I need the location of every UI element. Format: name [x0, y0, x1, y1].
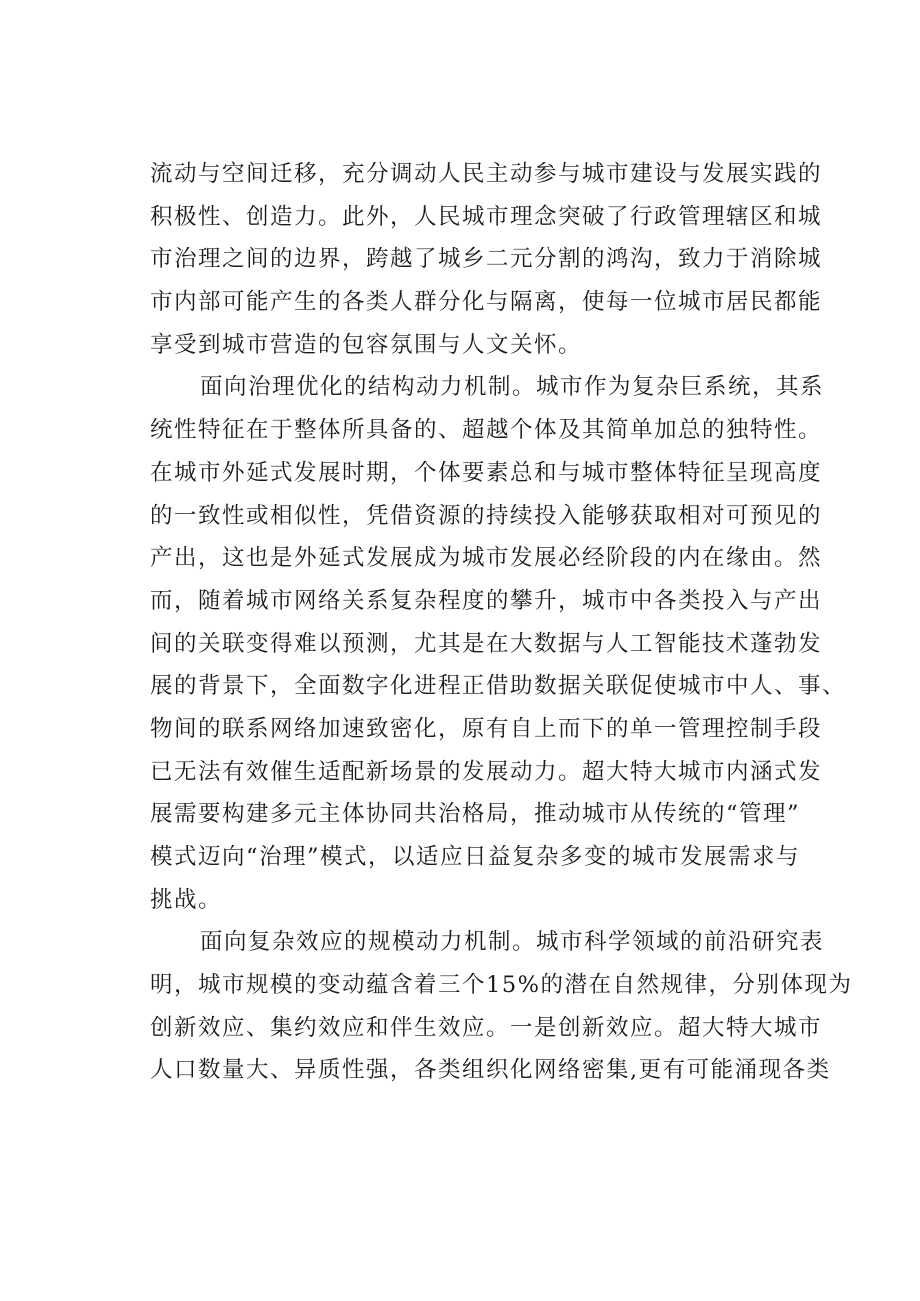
- text-line: 流动与空间迁移，充分调动人民主动参与城市建设与发展实践的: [150, 161, 823, 187]
- text-line: 展需要构建多元主体协同共治格局，推动城市从传统的“管理”: [150, 801, 801, 828]
- text-line: 挑战。: [150, 886, 223, 913]
- text-line: 的一致性或相似性，凭借资源的持续投入能够获取相对可预见的: [150, 502, 823, 529]
- text-line: 积极性、创造力。此外，人民城市理念突破了行政管理辖区和城: [150, 203, 823, 230]
- text-line: 模式迈向“治理”模式，以适应日益复杂多变的城市发展需求与: [150, 844, 801, 870]
- text-line: 已无法有效催生适配新场景的发展动力。超大特大城市内涵式发: [150, 758, 823, 785]
- text-line: 在城市外延式发展时期，个体要素总和与城市整体特征呈现高度: [150, 459, 823, 486]
- text-line: 展的背景下，全面数字化进程正借助数据关联促使城市中人、事、: [150, 673, 847, 700]
- text-line: 间的关联变得难以预测，尤其是在大数据与人工智能技术蓬勃发: [150, 630, 823, 657]
- text-line: 物间的联系网络加速致密化，原有自上而下的单一管理控制手段: [150, 715, 823, 742]
- text-line: 产出，这也是外延式发展成为城市发展必经阶段的内在缘由。然: [150, 545, 823, 572]
- text-line: 人口数量大、异质性强，各类组织化网络密集,更有可能涌现各类: [150, 1057, 831, 1084]
- paragraph-governance-structure: [150, 366, 847, 921]
- paragraph-scale-dynamics: [150, 921, 853, 1092]
- text-line: 明，城市规模的变动蕴含着三个15%的潜在自然规律，分别体现为: [150, 972, 853, 999]
- body-text: [150, 153, 853, 1092]
- text-line-indented: 面向复杂效应的规模动力机制。城市科学领域的前沿研究表: [200, 929, 825, 956]
- text-line: 而，随着城市网络关系复杂程度的攀升，城市中各类投入与产出: [150, 587, 823, 614]
- text-line: 统性特征在于整体所具备的、超越个体及其简单加总的独特性。: [150, 417, 823, 444]
- text-line: 创新效应、集约效应和伴生效应。一是创新效应。超大特大城市: [150, 1014, 823, 1041]
- text-line: 市治理之间的边界，跨越了城乡二元分割的鸿沟，致力于消除城: [150, 246, 823, 273]
- text-line: 市内部可能产生的各类人群分化与隔离，使每一位城市居民都能: [150, 289, 823, 316]
- text-line-indented: 面向治理优化的结构动力机制。城市作为复杂巨系统，其系: [200, 374, 825, 401]
- text-line: 享受到城市营造的包容氛围与人文关怀。: [150, 331, 583, 358]
- paragraph-people-city: [150, 153, 823, 366]
